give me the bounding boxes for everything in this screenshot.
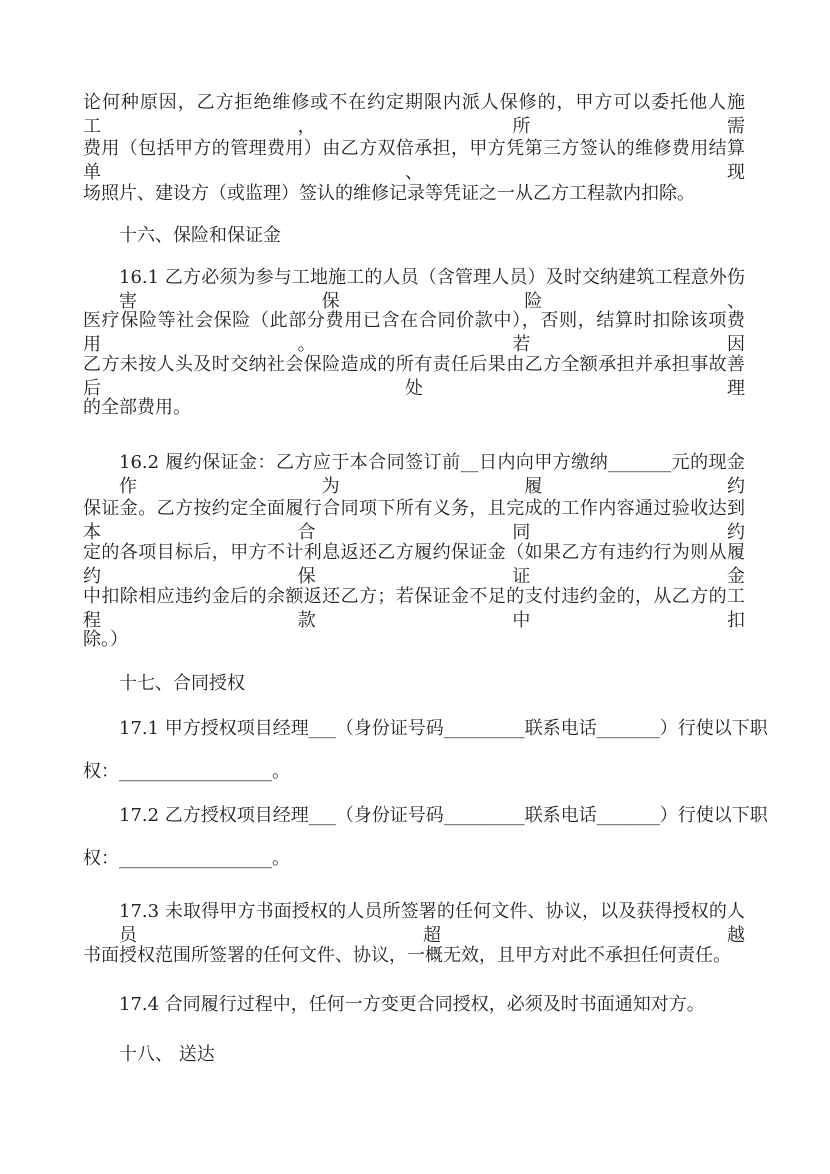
paragraph-line: 的全部费用。	[83, 397, 191, 418]
paragraph-line: 中扣除相应违约金后的余额返还乙方；若保证金不足的支付违约金的，从乙方的工程款中扣	[83, 586, 745, 631]
paragraph-line: 除。）	[83, 629, 128, 650]
paragraph-line: 论何种原因，乙方拒绝维修或不在约定期限内派人保修的，甲方可以委托他人施工，所需	[83, 92, 745, 137]
section-heading: 十六、保险和保证金	[119, 225, 281, 246]
paragraph-line: 17.4 合同履行过程中，任何一方变更合同授权，必须及时书面通知对方。	[119, 994, 705, 1015]
paragraph-line: 17.1 甲方授权项目经理___（身份证号码_________联系电话_______）行使以下职	[119, 718, 768, 739]
section-heading: 十七、合同授权	[119, 673, 245, 694]
paragraph-line: 定的各项目标后，甲方不计利息返还乙方履约保证金（如果乙方有违约行为则从履约保证金	[83, 542, 745, 587]
paragraph-line: 费用（包括甲方的管理费用）由乙方双倍承担，甲方凭第三方签认的维修费用结算单、现	[83, 138, 745, 183]
paragraph-line: 权：_________________。	[83, 761, 290, 782]
paragraph-line: 权：_________________。	[83, 848, 290, 869]
paragraph-line: 17.3 未取得甲方书面授权的人员所签署的任何文件、协议，以及获得授权的人员超越	[119, 901, 745, 946]
section-heading: 十八、 送达	[119, 1044, 215, 1065]
paragraph-line: 医疗保险等社会保险（此部分费用已含在合同价款中），否则，结算时扣除该项费用。若因	[83, 310, 745, 355]
paragraph-line: 16.1 乙方必须为参与工地施工的人员（含管理人员）及时交纳建筑工程意外伤害保险、	[119, 267, 745, 312]
paragraph-line: 16.2 履约保证金：乙方应于本合同签订前__日内向甲方缴纳_______元的现金作为履约	[119, 452, 745, 497]
paragraph-line: 17.2 乙方授权项目经理___（身份证号码_________联系电话_______）行使以下职	[119, 805, 768, 826]
paragraph-line: 保证金。乙方按约定全面履行合同项下所有义务，且完成的工作内容通过验收达到本合同约	[83, 498, 745, 543]
paragraph-line: 书面授权范围所签署的任何文件、协议，一概无效，且甲方对此不承担任何责任。	[83, 945, 731, 966]
paragraph-line: 场照片、建设方（或监理）签认的维修记录等凭证之一从乙方工程款内扣除。	[83, 183, 695, 204]
paragraph-line: 乙方未按人头及时交纳社会保险造成的所有责任后果由乙方全额承担并承担事故善后处理	[83, 354, 745, 399]
